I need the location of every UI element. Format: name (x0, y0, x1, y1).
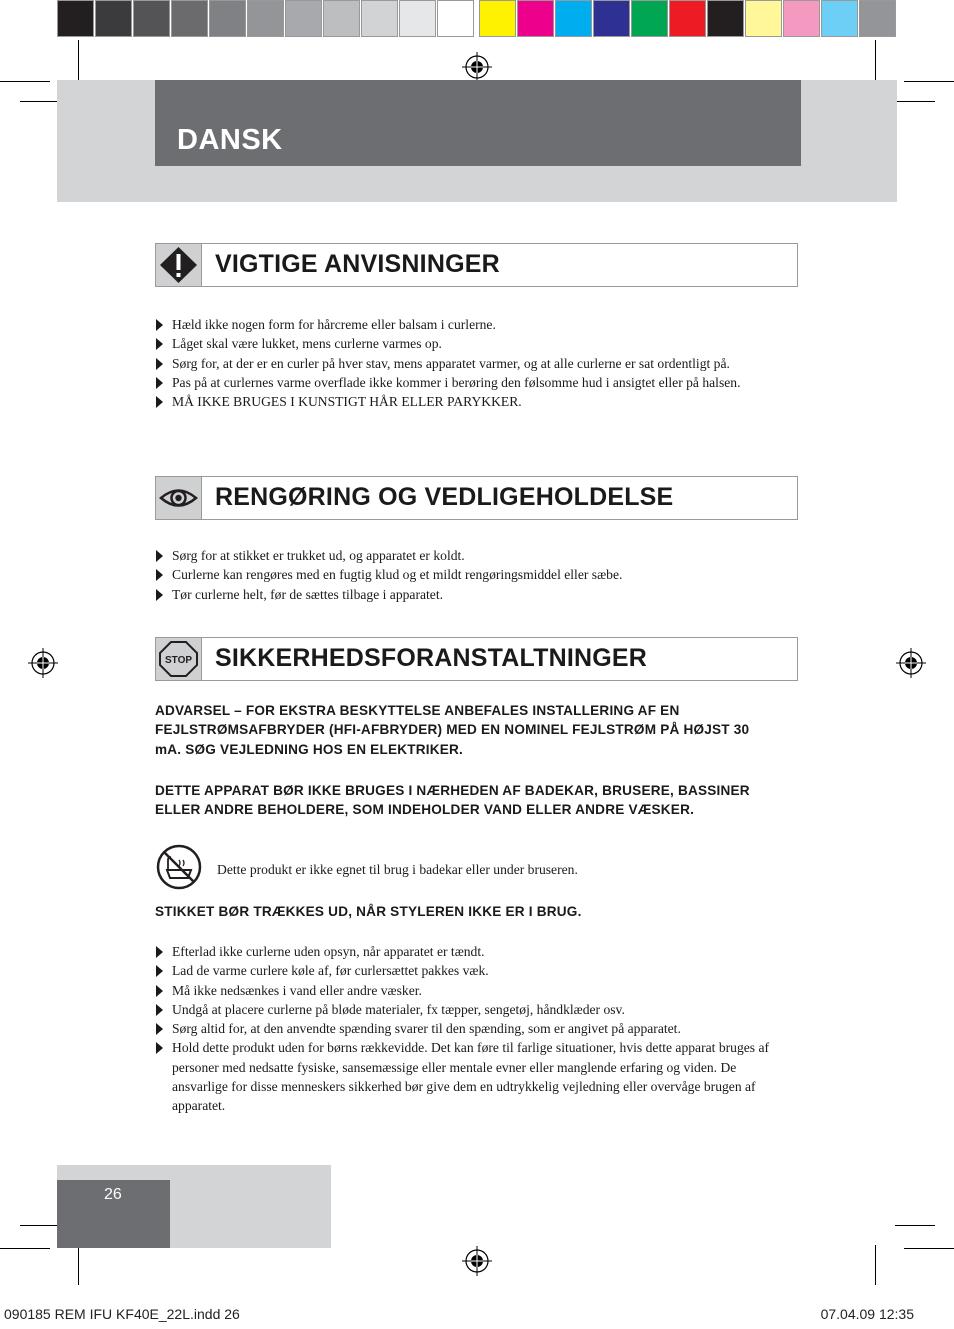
color-swatch (361, 0, 398, 37)
color-swatch (745, 0, 782, 37)
list-item: Pas på at curlernes varme overflade ikke kommer i berøring den følsomme hud i ansigtet eller på halsen. (155, 373, 785, 392)
color-swatch (859, 0, 896, 37)
registration-mark-icon (462, 1246, 492, 1276)
list-item: Efterlad ikke curlerne uden opsyn, når apparatet er tændt. (155, 942, 785, 961)
page-number-box (57, 1180, 170, 1248)
color-swatch (707, 0, 744, 37)
list-item: Tør curlerne helt, før de sættes tilbage i apparatet. (155, 585, 785, 604)
color-swatch (783, 0, 820, 37)
list-item: Hæld ikke nogen form for hårcreme eller balsam i curlerne. (155, 315, 785, 334)
color-swatch (57, 0, 94, 37)
list-item: Curlerne kan rengøres med en fugtig klud og et mildt rengøringsmiddel eller sæbe. (155, 565, 785, 584)
slug-filename: 090185 REM IFU KF40E_22L.indd 26 (4, 1306, 240, 1322)
svg-text:STOP: STOP (164, 655, 193, 666)
list-item: Hold dette produkt uden for børns rækkevidde. Det kan føre til farlige situationer, hvis dette apparat bruges af personer med nedsatte fysiske, sansemæssige eller mentale evner eller manglende erfaring og viden. De ansvarlige for disse menneskers sikkerhed bør give dem en udtrykkelig vejledning eller overvåge brugen af apparatet. (155, 1038, 785, 1115)
section-header-important (155, 243, 798, 287)
list-item: Må ikke nedsænkes i vand eller andre væsker. (155, 981, 785, 1000)
list-item: MÅ IKKE BRUGES I KUNSTIGT HÅR ELLER PARYKKER. (155, 392, 785, 411)
color-swatch (669, 0, 706, 37)
gray-swatches (57, 0, 475, 40)
color-swatch (555, 0, 592, 37)
slug-date: 07.04.09 12:35 (820, 1306, 914, 1322)
warning-water: DETTE APPARAT BØR IKKE BRUGES I NÆRHEDEN AF BADEKAR, BRUSERE, BASSINER ELLER ANDRE BEHOLDERE, SOM INDEHOLDER VAND ELLER ANDRE VÆSKER. (155, 783, 750, 818)
exclamation-icon (156, 244, 201, 286)
color-swatch (285, 0, 322, 37)
color-swatch (517, 0, 554, 37)
list-item: Sørg for at stikket er trukket ud, og apparatet er koldt. (155, 546, 785, 565)
color-swatches (479, 0, 897, 40)
color-swatch (323, 0, 360, 37)
color-calibration-bar (57, 0, 897, 40)
color-swatch (171, 0, 208, 37)
list-item: Lad de varme curlere køle af, før curlersættet pakkes væk. (155, 961, 785, 980)
color-swatch (593, 0, 630, 37)
registration-mark-icon (896, 648, 926, 678)
stop-icon (156, 638, 201, 680)
safety-list (155, 942, 785, 1116)
list-item: Undgå at placere curlerne på bløde materialer, fx tæpper, sengetøj, håndklæder osv. (155, 1000, 785, 1019)
cleaning-list (155, 546, 785, 604)
eye-icon (156, 477, 201, 519)
color-swatch (247, 0, 284, 37)
language-title: DANSK (177, 124, 283, 156)
bath-note: Dette produkt er ikke egnet til brug i badekar eller under bruseren. (217, 862, 578, 877)
section-title: SIKKERHEDSFORANSTALTNINGER (215, 644, 648, 672)
section-header-cleaning (155, 476, 798, 520)
no-bath-icon (155, 843, 203, 891)
color-swatch (631, 0, 668, 37)
section-header-safety (155, 637, 798, 681)
list-item: Låget skal være lukket, mens curlerne varmes op. (155, 334, 785, 353)
list-item: Sørg for, at der er en curler på hver stav, mens apparatet varmer, og at alle curlerne er sat ordentligt på. (155, 354, 785, 373)
color-swatch (479, 0, 516, 37)
color-swatch (95, 0, 132, 37)
page-number: 26 (104, 1186, 122, 1203)
list-item: Sørg altid for, at den anvendte spænding svarer til den spænding, som er angivet på apparatet. (155, 1019, 785, 1038)
registration-mark-icon (462, 52, 492, 82)
color-swatch (209, 0, 246, 37)
important-list (155, 315, 785, 411)
color-swatch (437, 0, 474, 37)
color-swatch (399, 0, 436, 37)
warning-rcd: ADVARSEL – FOR EKSTRA BESKYTTELSE ANBEFALES INSTALLERING AF EN FEJLSTRØMSAFBRYDER (HFI-AFBRYDER) MED EN NOMINEL FEJLSTRØM PÅ HØJST 30 mA. SØG VEJLEDNING HOS EN ELEKTRIKER. (155, 703, 750, 757)
section-title: VIGTIGE ANVISNINGER (215, 250, 500, 278)
color-swatch (821, 0, 858, 37)
warning-unplug: STIKKET BØR TRÆKKES UD, NÅR STYLEREN IKKE ER I BRUG. (155, 904, 582, 919)
registration-mark-icon (28, 648, 58, 678)
language-title-box (155, 80, 801, 166)
color-swatch (133, 0, 170, 37)
section-title: RENGØRING OG VEDLIGEHOLDELSE (215, 483, 674, 511)
